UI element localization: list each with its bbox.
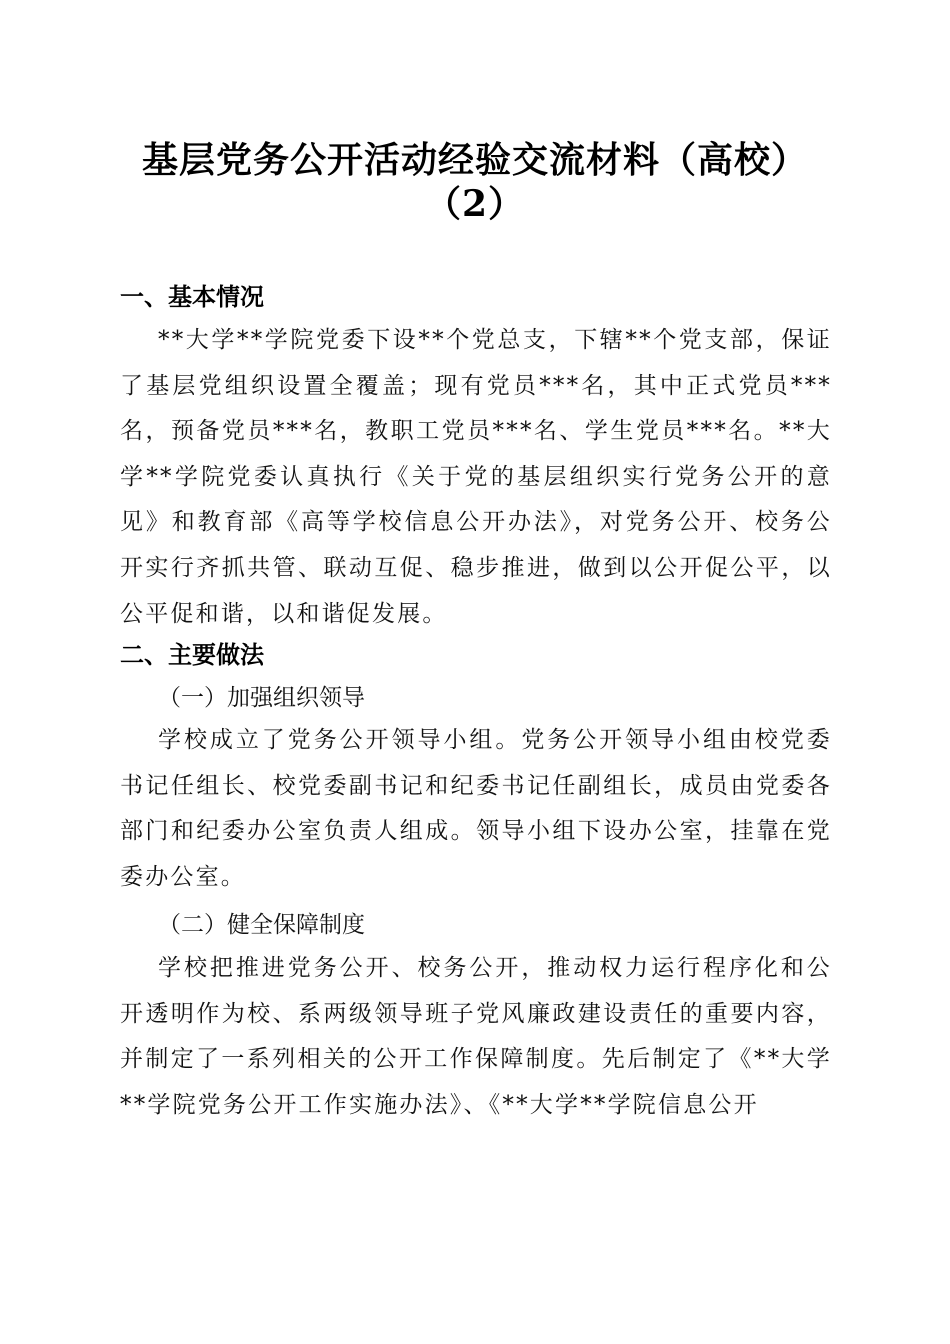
subsection-paragraph-organization: 学校成立了党务公开领导小组。党务公开领导小组由校党委书记任组长、校党委副书记和纪委书记任副组长，成员由党委各部门和纪委办公室负责人组成。领导小组下设办公室，挂靠在党委办公室。 [120,727,832,890]
subsection-paragraph-system: 学校把推进党务公开、校务公开，推动权力运行程序化和公开透明作为校、系两级领导班子党风廉政建设责任的重要内容，并制定了一系列相关的公开工作保障制度。先后制定了《**大学**学院党务公开工作实施办法》、《**大学**学院信息公开 [120,955,832,1118]
section-paragraph-basic-situation: **大学**学院党委下设**个党总支，下辖**个党支部，保证了基层党组织设置全覆盖；现有党员***名，其中正式党员***名，预备党员***名，教职工党员***名、学生党员***名。**大学**学院党委认真执行《关于党的基层组织实行党务公开的意见》和教育部《高等学校信息公开办法》，对党务公开、校务公开实行齐抓共管、联动互促、稳步推进，做到以公开促公平，以公平促和谐，以和谐促发展。 [120,327,832,627]
subsection-heading-system: （二）健全保障制度 [158,912,365,938]
document-title: 基层党务公开活动经验交流材料（高校） [141,139,808,181]
section-heading-basic-situation: 一、基本情况 [120,283,264,311]
document-title-number: （2） [424,183,526,225]
subsection-heading-organization: （一）加强组织领导 [158,685,365,711]
section-heading-main-practices: 二、主要做法 [120,641,264,669]
